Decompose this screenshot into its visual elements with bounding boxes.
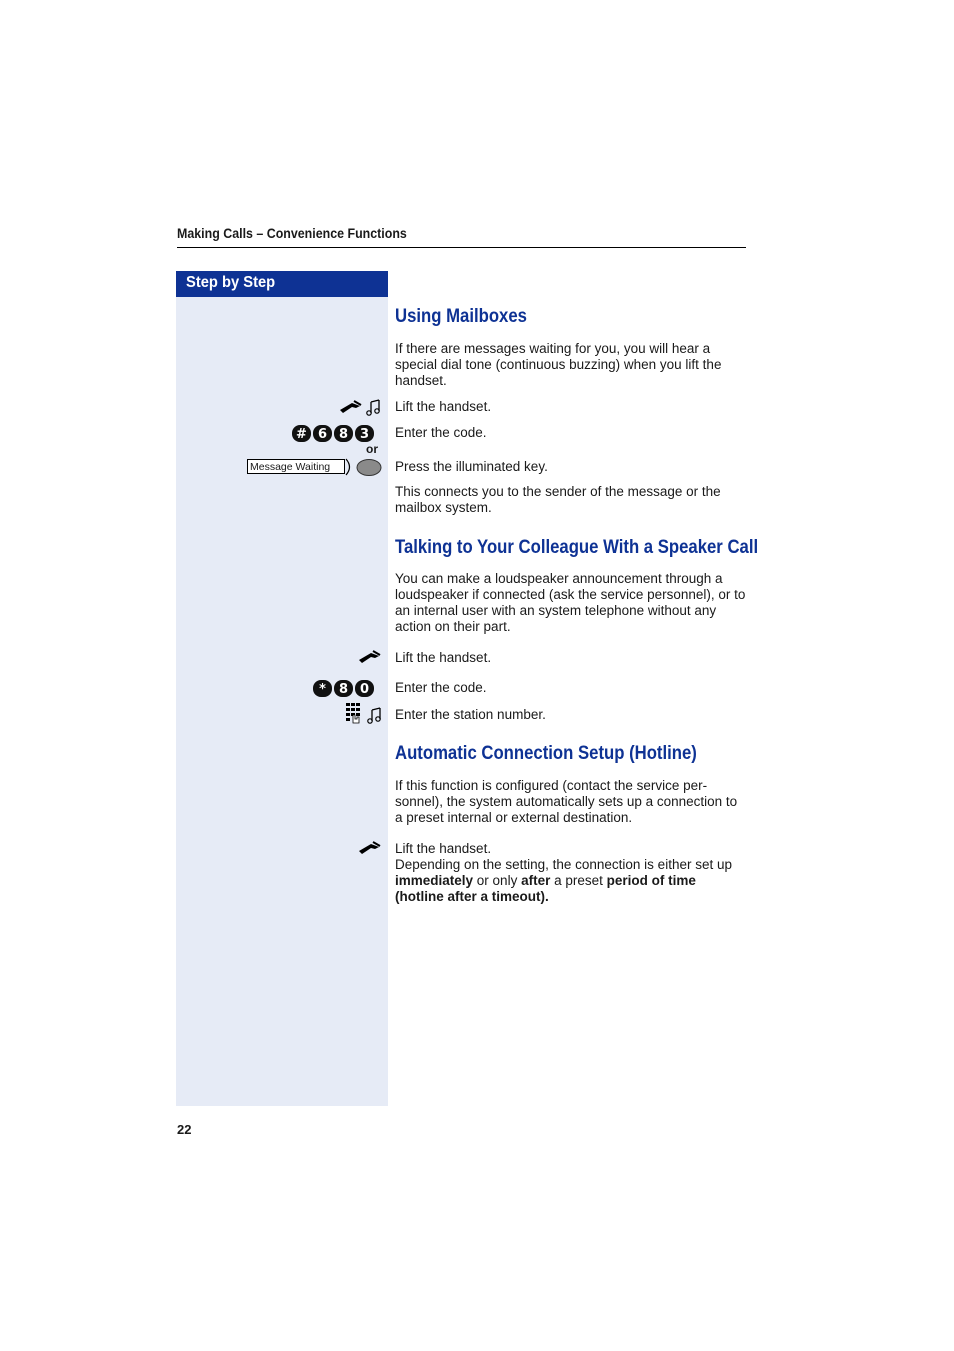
key-star: *	[313, 680, 332, 697]
mailboxes-intro: If there are messages waiting for you, you will hear a special dial tone (continuous buzzing) when you lift the handset.	[395, 341, 722, 388]
lift-handset-with-tone-icon	[338, 398, 382, 416]
hotline-desc-after: after	[521, 873, 551, 888]
hotline-description	[395, 857, 747, 905]
page-header-title: Making Calls – Convenience Functions	[177, 226, 407, 241]
speaker-call-step-lift: Lift the handset.	[395, 650, 492, 665]
key-0: 0	[355, 680, 374, 697]
speaker-call-intro: You can make a loudspeaker announcement through a loudspeaker if connected (ask the service personnel), or to an internal user with an system telephone without any action on their part.	[395, 571, 746, 634]
hotline-intro: If this function is configured (contact the service per-sonnel), the system automatically sets up a connection to a preset internal or external destination.	[395, 778, 738, 825]
key-8: 8	[334, 425, 353, 442]
header-divider	[177, 247, 746, 248]
key-hash: #	[292, 425, 311, 442]
mailboxes-step-lift: Lift the handset.	[395, 399, 492, 414]
message-waiting-key-label: Message Waiting	[247, 459, 345, 474]
speaker-call-step-code: Enter the code.	[395, 680, 487, 695]
key-6: 6	[313, 425, 332, 442]
lift-handset-icon	[357, 839, 383, 857]
heading-speaker-call: Talking to Your Colleague With a Speaker Call	[395, 537, 759, 558]
key-3: 3	[355, 425, 374, 442]
heading-using-mailboxes: Using Mailboxes	[395, 306, 527, 327]
heading-hotline: Automatic Connection Setup (Hotline)	[395, 743, 697, 764]
hotline-desc-immediately: immediately	[395, 873, 474, 888]
step-by-step-title: Step by Step	[186, 274, 276, 291]
mailboxes-step-press: Press the illuminated key.	[395, 459, 548, 474]
hotline-desc-part-2: or only	[473, 873, 522, 888]
or-label: or	[366, 442, 378, 456]
hotline-desc-part-1: Depending on the setting, the connection is either set up	[395, 857, 732, 872]
hotline-desc-period: period of time (hotline after a timeout).	[395, 873, 696, 904]
key-8: 8	[334, 680, 353, 697]
speaker-call-step-station: Enter the station number.	[395, 707, 546, 722]
hotline-step-lift: Lift the handset.	[395, 841, 492, 856]
mailboxes-step-code: Enter the code.	[395, 425, 487, 440]
speaker-call-code-keys	[311, 680, 374, 697]
page-number: 22	[177, 1122, 192, 1137]
lift-handset-icon	[357, 648, 383, 666]
mailbox-code-keys	[290, 425, 374, 442]
illuminated-key-icon	[344, 458, 384, 477]
mailboxes-outro: This connects you to the sender of the message or the mailbox system.	[395, 484, 721, 515]
step-by-step-header	[176, 271, 388, 297]
hotline-desc-part-3: a preset	[550, 873, 607, 888]
keypad-with-tone-icon	[344, 701, 384, 726]
